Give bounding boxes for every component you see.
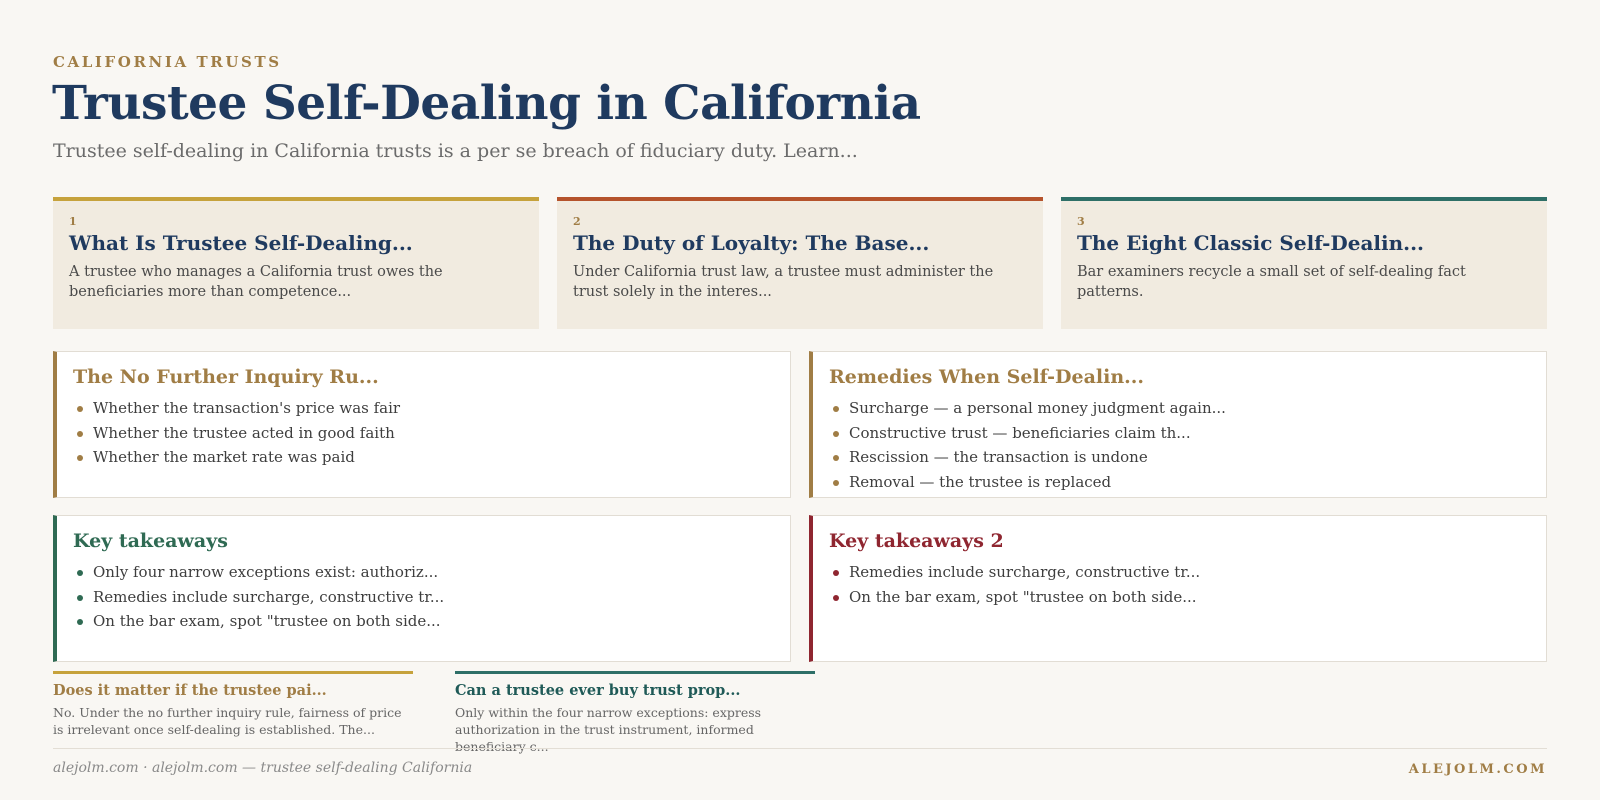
no-further-inquiry-panel [53, 351, 791, 498]
bullet-list [829, 396, 1530, 494]
footer-source[interactable]: alejolm.com · alejolm.com — trustee self-dealing California [53, 760, 473, 776]
list-item: Constructive trust — beneficiaries claim th... [829, 421, 1530, 446]
card-title[interactable]: What Is Trustee Self-Dealing... [69, 231, 413, 255]
faq-question[interactable]: Does it matter if the trustee pai... [53, 682, 327, 699]
list-item: Whether the market rate was paid [73, 445, 774, 470]
list-item: Remedies include surcharge, constructive tr... [829, 560, 1530, 585]
faq-item-2[interactable] [455, 671, 815, 755]
card-title[interactable]: The Eight Classic Self-Dealin... [1077, 231, 1425, 255]
list-item: On the bar exam, spot "trustee on both side... [73, 609, 774, 634]
panel-title: Key takeaways [73, 530, 228, 552]
list-item: Only four narrow exceptions exist: authoriz... [73, 560, 774, 585]
card-summary: Under California trust law, a trustee must administer the trust solely in the interes... [573, 264, 994, 300]
list-item: Surcharge — a personal money judgment again... [829, 396, 1530, 421]
panel-title: Remedies When Self-Dealin... [829, 366, 1145, 388]
remedies-panel [809, 351, 1547, 498]
key-takeaways-panel [53, 515, 791, 662]
page-subtitle: Trustee self-dealing in California trusts is a per se breach of fiduciary duty. Learn... [53, 140, 858, 162]
list-item: Remedies include surcharge, constructive tr... [73, 585, 774, 610]
card-number: 1 [69, 215, 77, 228]
footer-divider [53, 748, 1547, 749]
eyebrow-label: CALIFORNIA TRUSTS [53, 53, 282, 71]
faq-item-1[interactable] [53, 671, 413, 738]
bullet-list [73, 560, 774, 634]
card-summary: Bar examiners recycle a small set of self-dealing fact patterns. [1077, 264, 1466, 300]
bullet-list [73, 396, 774, 470]
faq-question[interactable]: Can a trustee ever buy trust prop... [455, 682, 741, 699]
faq-answer: No. Under the no further inquiry rule, fairness of price is irrelevant once self-dealing is established. The... [53, 705, 402, 737]
card-number: 2 [573, 215, 581, 228]
page-title: Trustee Self-Dealing in California [52, 76, 921, 131]
panel-title: The No Further Inquiry Ru... [73, 366, 379, 388]
bullet-list [829, 560, 1530, 609]
card-title[interactable]: The Duty of Loyalty: The Base... [573, 231, 930, 255]
panel-title: Key takeaways 2 [829, 530, 1004, 552]
section-card-1[interactable] [53, 197, 539, 329]
card-summary: A trustee who manages a California trust owes the beneficiaries more than competence... [69, 264, 443, 300]
card-number: 3 [1077, 215, 1085, 228]
faq-answer: Only within the four narrow exceptions: express authorization in the trust instrument, informed beneficiary c... [455, 705, 762, 754]
section-card-3[interactable] [1061, 197, 1547, 329]
list-item: Removal — the trustee is replaced [829, 470, 1530, 495]
footer-brand[interactable]: ALEJOLM.COM [1408, 762, 1547, 777]
list-item: Whether the trustee acted in good faith [73, 421, 774, 446]
section-card-2[interactable] [557, 197, 1043, 329]
key-takeaways-2-panel [809, 515, 1547, 662]
list-item: Rescission — the transaction is undone [829, 445, 1530, 470]
list-item: Whether the transaction's price was fair [73, 396, 774, 421]
list-item: On the bar exam, spot "trustee on both side... [829, 585, 1530, 610]
